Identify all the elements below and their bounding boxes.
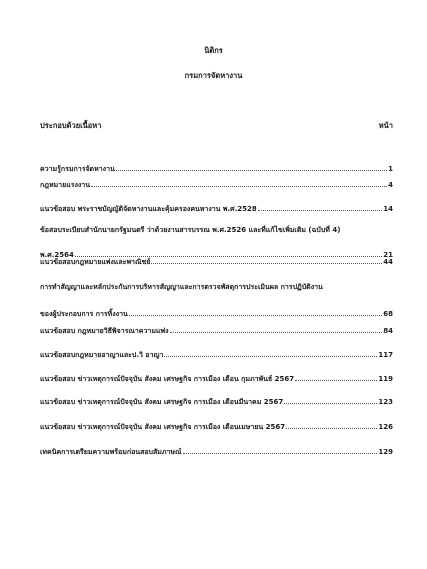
toc-entry-title: แนวข้อสอบกฎหมายอาญาและป.วิ อาญา [40, 351, 164, 359]
dot-leader [183, 453, 378, 454]
toc-entry [40, 225, 393, 261]
dot-leader [129, 315, 382, 316]
toc-entry-title: เทคนิคการเตรียมความพร้อมก่อนสอบสัมภาษณ์ [40, 448, 182, 456]
toc-entry-page-number: 4 [388, 181, 393, 189]
toc-entry-title: ความรู้กรมการจัดหางาน [40, 165, 115, 173]
dot-leader [295, 380, 377, 381]
toc-entry [40, 374, 393, 385]
toc-entry-title: แนวข้อสอบ ข่าวเหตุการณ์ปัจจุบัน สังคม เศรษฐกิจ การเมือง เดือน กุมภาพันธ์ 2567 [40, 375, 295, 383]
page-heading: หน้า [378, 121, 393, 130]
document-title: นิติกร [204, 46, 223, 55]
toc-entry [40, 350, 393, 361]
toc-entry [40, 397, 393, 408]
toc-entry-page-number: 1 [388, 165, 393, 173]
toc-entry [40, 447, 393, 458]
toc-entry-title-line1: การทำสัญญาและหลักประกันการบริหารสัญญาและการตรวจพัสดุการประเมินผล การปฏิบัติงาน [40, 283, 323, 291]
toc-entry-page-number: 126 [378, 423, 393, 431]
dot-leader [151, 263, 382, 264]
toc-entry-title: แนวข้อสอบกฎหมายแพ่งและพาณิชย์ [40, 258, 151, 266]
dot-leader [91, 186, 387, 187]
toc-entry-title: กฎหมายแรงงาน [40, 181, 91, 189]
dot-leader [170, 332, 383, 333]
toc-entry-page-number: 84 [383, 327, 393, 335]
dot-leader [284, 403, 377, 404]
toc-entry [40, 326, 393, 337]
toc-column-header [40, 120, 393, 132]
toc-entry-title: แนวข้อสอบ กฎหมายวิธีพิจารณาความแพ่ง [40, 327, 169, 335]
dot-leader [164, 356, 377, 357]
toc-entry [40, 204, 393, 215]
dot-leader [116, 170, 387, 171]
toc-entry-page-number: 21 [383, 251, 393, 259]
toc-entry-title: แนวข้อสอบ ข่าวเหตุการณ์ปัจจุบัน สังคม เศรษฐกิจ การเมือง เดือนเมษายน 2567 [40, 423, 286, 431]
toc-entry-page-number: 129 [378, 448, 393, 456]
toc-entry-title: พ.ศ.2564 [40, 251, 74, 259]
toc-entry-page-number: 117 [378, 351, 393, 359]
toc-entry-title: แนวข้อสอบ พระราชบัญญัติจัดหางานและคุ้มครองคนหางาน พ.ศ.2528 [40, 205, 257, 213]
toc-entry-page-number: 68 [383, 310, 393, 318]
toc-entry [40, 164, 393, 175]
toc-entry-page-number: 44 [383, 258, 393, 266]
toc-entry [40, 282, 393, 320]
dot-leader [258, 210, 382, 211]
toc-entry-title: แนวข้อสอบ ข่าวเหตุการณ์ปัจจุบัน สังคม เศรษฐกิจ การเมือง เดือนมีนาคม 2567 [40, 398, 284, 406]
toc-entry [40, 257, 393, 268]
toc-entry-page-number: 14 [383, 205, 393, 213]
contents-heading: ประกอบด้วยเนื้อหา [40, 121, 102, 130]
toc-entry-title-line1: ข้อสอบระเบียบสำนักนายกรัฐมนตรี ว่าด้วยงานสารบรรณ พ.ศ.2526 และที่แก้ไขเพิ่มเติม (ฉบับที่ 4) [40, 226, 341, 234]
toc-entry [40, 180, 393, 191]
toc-entry-page-number: 123 [378, 398, 393, 406]
dot-leader [286, 428, 377, 429]
toc-entry-page-number: 119 [378, 375, 393, 383]
toc-entry-title: ของผู้ประกอบการ การทิ้งงาน [40, 310, 128, 318]
toc-entry [40, 422, 393, 433]
document-subtitle: กรมการจัดหางาน [184, 71, 243, 80]
